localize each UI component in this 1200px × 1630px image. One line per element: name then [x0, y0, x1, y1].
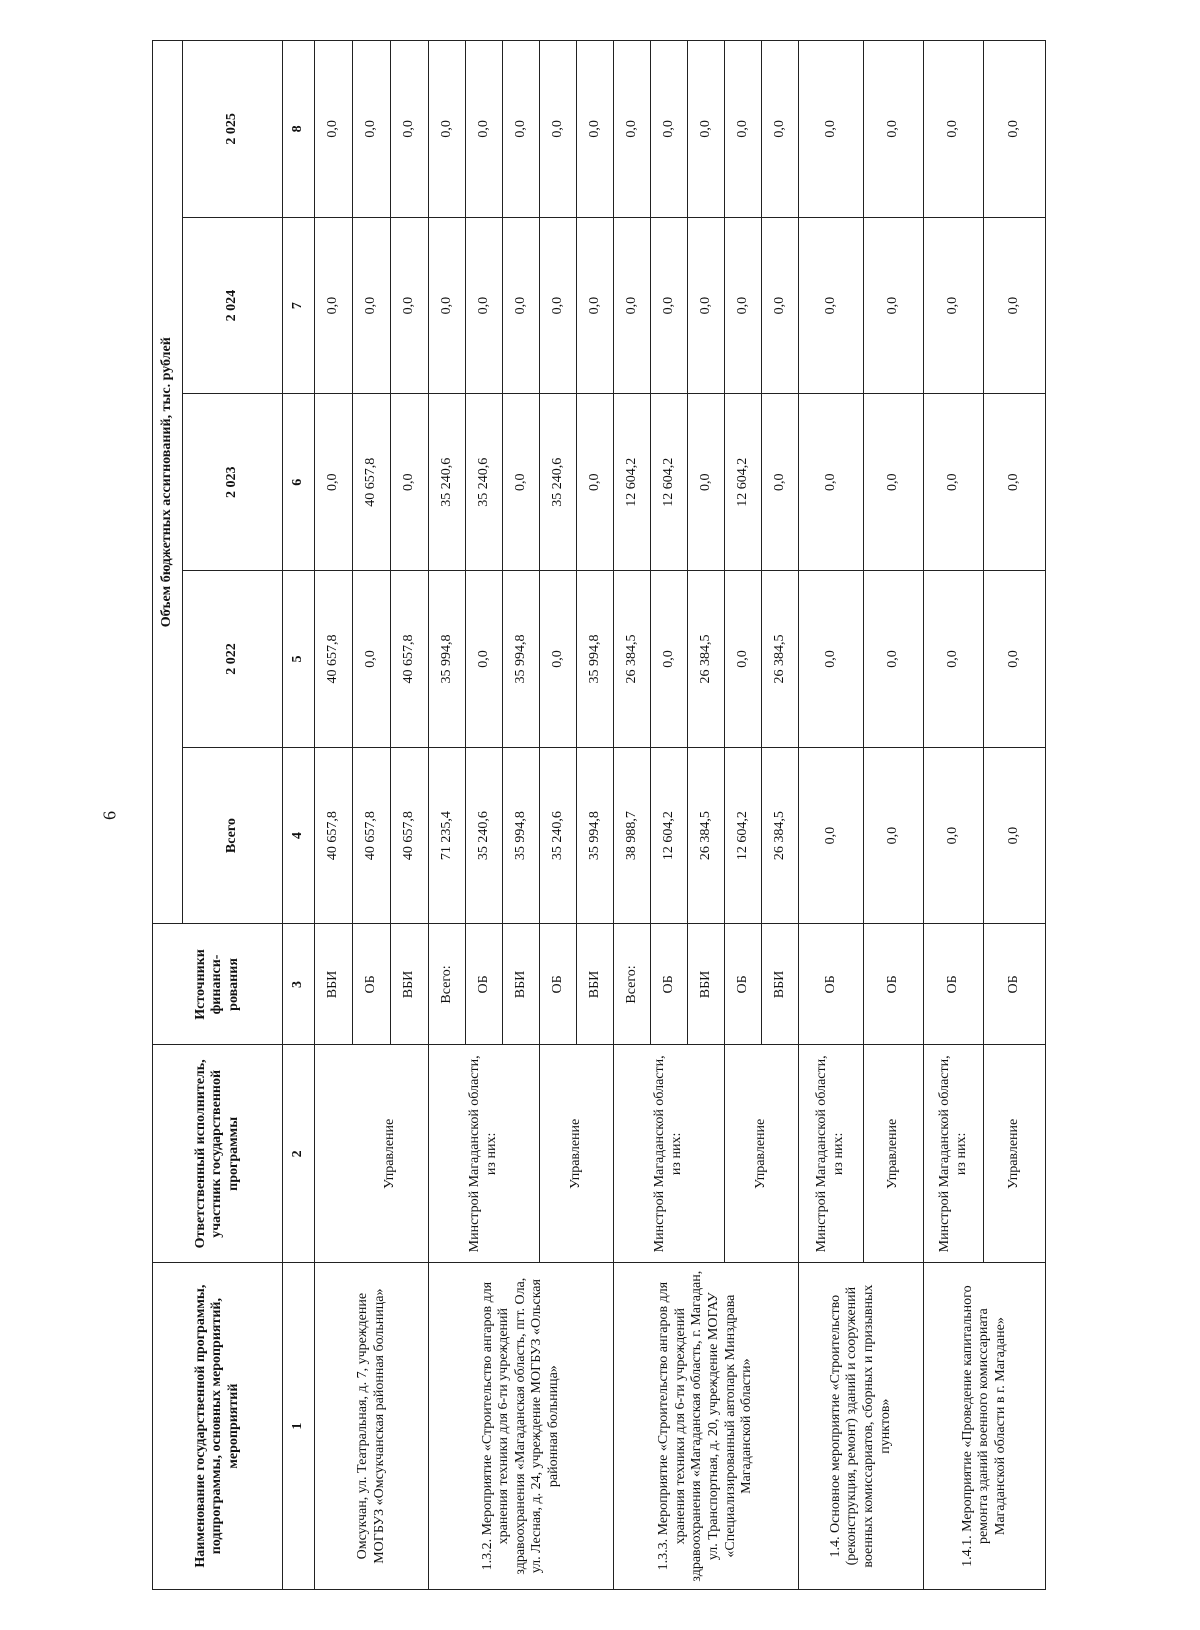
funding-source-cell: Всего: — [614, 924, 651, 1045]
executor-cell: Управление — [353, 1045, 429, 1263]
total-cell: 0,0 — [924, 747, 984, 924]
year-2023-cell: 35 240,6 — [429, 394, 466, 571]
funding-source-cell: ОБ — [725, 924, 762, 1045]
executor-cell: Минстрой Магаданской области, из них: — [924, 1045, 984, 1263]
year-2022-cell: 26 384,5 — [762, 571, 799, 748]
header-executor: Ответственный исполнитель, участник государственной программы — [153, 1045, 283, 1263]
year-2024-cell: 0,0 — [864, 217, 924, 394]
header-year-2022: 2 022 — [183, 571, 283, 748]
year-2024-cell: 0,0 — [725, 217, 762, 394]
year-2025-cell: 0,0 — [725, 41, 762, 218]
year-2024-cell: 0,0 — [577, 217, 614, 394]
total-cell: 35 240,6 — [466, 747, 503, 924]
year-2023-cell: 0,0 — [799, 394, 864, 571]
funding-source-cell: ОБ — [651, 924, 688, 1045]
year-2024-cell: 0,0 — [799, 217, 864, 394]
year-2023-cell: 0,0 — [503, 394, 540, 571]
year-2025-cell: 0,0 — [353, 41, 391, 218]
funding-source-cell: ОБ — [540, 924, 577, 1045]
year-2023-cell: 12 604,2 — [614, 394, 651, 571]
year-2024-cell: 0,0 — [391, 217, 429, 394]
funding-source-cell: ВБИ — [315, 924, 353, 1045]
year-2025-cell: 0,0 — [429, 41, 466, 218]
total-cell: 26 384,5 — [688, 747, 725, 924]
total-cell: 35 994,8 — [503, 747, 540, 924]
header-funding-source: Источники финанси-рования — [153, 924, 283, 1045]
column-number: 7 — [283, 217, 315, 394]
year-2023-cell: 12 604,2 — [725, 394, 762, 571]
executor-cell: Управление — [984, 1045, 1046, 1263]
total-cell: 0,0 — [799, 747, 864, 924]
total-cell: 12 604,2 — [651, 747, 688, 924]
page-number: 6 — [99, 811, 120, 820]
year-2025-cell: 0,0 — [762, 41, 799, 218]
year-2025-cell: 0,0 — [503, 41, 540, 218]
executor-cell: Управление — [540, 1045, 614, 1263]
funding-source-cell: ВБИ — [688, 924, 725, 1045]
total-cell: 12 604,2 — [725, 747, 762, 924]
year-2022-cell: 0,0 — [799, 571, 864, 748]
header-program-name: Наименование государственной программы, подпрограммы, основных мероприятий, мероприятий — [153, 1263, 283, 1590]
year-2024-cell: 0,0 — [315, 217, 353, 394]
header-total: Всего — [183, 747, 283, 924]
header-year-2025: 2 025 — [183, 41, 283, 218]
year-2022-cell: 0,0 — [725, 571, 762, 748]
year-2024-cell: 0,0 — [353, 217, 391, 394]
year-2024-cell: 0,0 — [651, 217, 688, 394]
total-cell: 38 988,7 — [614, 747, 651, 924]
column-number: 8 — [283, 41, 315, 218]
year-2025-cell: 0,0 — [315, 41, 353, 218]
year-2025-cell: 0,0 — [799, 41, 864, 218]
funding-source-cell: ВБИ — [391, 924, 429, 1045]
year-2024-cell: 0,0 — [984, 217, 1046, 394]
year-2024-cell: 0,0 — [614, 217, 651, 394]
year-2022-cell: 0,0 — [540, 571, 577, 748]
year-2023-cell: 0,0 — [762, 394, 799, 571]
year-2023-cell: 12 604,2 — [651, 394, 688, 571]
executor-cell: Минстрой Магаданской области, из них: — [799, 1045, 864, 1263]
year-2024-cell: 0,0 — [429, 217, 466, 394]
year-2024-cell: 0,0 — [466, 217, 503, 394]
year-2023-cell: 0,0 — [688, 394, 725, 571]
total-cell: 40 657,8 — [315, 747, 353, 924]
year-2025-cell: 0,0 — [688, 41, 725, 218]
executor-cell: Минстрой Магаданской области, из них: — [614, 1045, 725, 1263]
total-cell: 35 994,8 — [577, 747, 614, 924]
year-2022-cell: 35 994,8 — [577, 571, 614, 748]
funding-source-cell: ВБИ — [762, 924, 799, 1045]
year-2023-cell: 0,0 — [315, 394, 353, 571]
year-2022-cell: 0,0 — [651, 571, 688, 748]
executor-cell: Управление — [725, 1045, 799, 1263]
funding-source-cell: ОБ — [864, 924, 924, 1045]
year-2025-cell: 0,0 — [864, 41, 924, 218]
year-2023-cell: 0,0 — [391, 394, 429, 571]
program-name-cell: 1.4. Основное мероприятие «Строительство (реконструкция, ремонт) зданий и сооружений военных комиссариатов, сборных и призывных пунктов» — [799, 1263, 924, 1590]
year-2025-cell: 0,0 — [391, 41, 429, 218]
year-2025-cell: 0,0 — [466, 41, 503, 218]
year-2022-cell: 0,0 — [924, 571, 984, 748]
executor-cell: Минстрой Магаданской области, из них: — [429, 1045, 540, 1263]
year-2024-cell: 0,0 — [924, 217, 984, 394]
year-2024-cell: 0,0 — [688, 217, 725, 394]
executor-cell: Управление — [864, 1045, 924, 1263]
year-2023-cell: 40 657,8 — [353, 394, 391, 571]
year-2022-cell: 0,0 — [353, 571, 391, 748]
year-2025-cell: 0,0 — [540, 41, 577, 218]
column-number: 5 — [283, 571, 315, 748]
funding-source-cell: ОБ — [984, 924, 1046, 1045]
year-2024-cell: 0,0 — [540, 217, 577, 394]
year-2023-cell: 0,0 — [984, 394, 1046, 571]
year-2025-cell: 0,0 — [924, 41, 984, 218]
funding-source-cell: ОБ — [924, 924, 984, 1045]
year-2022-cell: 26 384,5 — [688, 571, 725, 748]
year-2023-cell: 0,0 — [864, 394, 924, 571]
year-2022-cell: 0,0 — [466, 571, 503, 748]
total-cell: 0,0 — [984, 747, 1046, 924]
column-number: 2 — [283, 1045, 315, 1263]
budget-table — [152, 40, 1046, 1590]
year-2022-cell: 40 657,8 — [315, 571, 353, 748]
column-number: 3 — [283, 924, 315, 1045]
year-2023-cell: 35 240,6 — [466, 394, 503, 571]
year-2023-cell: 0,0 — [577, 394, 614, 571]
year-2024-cell: 0,0 — [762, 217, 799, 394]
funding-source-cell: ОБ — [353, 924, 391, 1045]
year-2022-cell: 35 994,8 — [503, 571, 540, 748]
program-name-cell: 1.4.1. Мероприятие «Проведение капитального ремонта зданий военного комиссариата Магаданской области в г. Магадане» — [924, 1263, 1046, 1590]
total-cell: 40 657,8 — [353, 747, 391, 924]
funding-source-cell: ВБИ — [577, 924, 614, 1045]
program-name-cell: Омсукчан, ул. Театральная, д. 7, учреждение МОГБУЗ «Омсукчанская районная больница» — [315, 1263, 429, 1590]
year-2022-cell: 0,0 — [984, 571, 1046, 748]
total-cell: 40 657,8 — [391, 747, 429, 924]
header-year-2024: 2 024 — [183, 217, 283, 394]
rotated-budget-table-sheet — [152, 40, 1040, 1590]
column-number: 1 — [283, 1263, 315, 1590]
funding-source-cell: ОБ — [466, 924, 503, 1045]
total-cell: 26 384,5 — [762, 747, 799, 924]
year-2025-cell: 0,0 — [577, 41, 614, 218]
total-cell: 71 235,4 — [429, 747, 466, 924]
year-2022-cell: 35 994,8 — [429, 571, 466, 748]
total-cell: 0,0 — [864, 747, 924, 924]
year-2025-cell: 0,0 — [614, 41, 651, 218]
funding-source-cell: ОБ — [799, 924, 864, 1045]
year-2022-cell: 26 384,5 — [614, 571, 651, 748]
column-number: 6 — [283, 394, 315, 571]
header-budget-volume: Объем бюджетных ассигнований, тыс. рублей — [153, 41, 183, 924]
header-year-2023: 2 023 — [183, 394, 283, 571]
year-2025-cell: 0,0 — [984, 41, 1046, 218]
year-2024-cell: 0,0 — [503, 217, 540, 394]
funding-source-cell: ВБИ — [503, 924, 540, 1045]
year-2025-cell: 0,0 — [651, 41, 688, 218]
year-2023-cell: 0,0 — [924, 394, 984, 571]
year-2023-cell: 35 240,6 — [540, 394, 577, 571]
program-name-cell: 1.3.3. Мероприятие «Строительство ангаров для хранения техники для 6-ти учреждений здравоохранения «Магаданская область, г. Магадан, ул. Транспортная, д. 20, учреждение МОГАУ «Специализированный автопарк Минздрава Магаданской области» — [614, 1263, 799, 1590]
year-2022-cell: 40 657,8 — [391, 571, 429, 748]
total-cell: 35 240,6 — [540, 747, 577, 924]
program-name-cell: 1.3.2. Мероприятие «Строительство ангаров для хранения техники для 6-ти учреждений здравоохранения «Магаданская область, пгт. Ола, ул. Лесная, д. 24, учреждение МОГБУЗ «Ольская районная больница» — [429, 1263, 614, 1590]
funding-source-cell: Всего: — [429, 924, 466, 1045]
column-number: 4 — [283, 747, 315, 924]
year-2022-cell: 0,0 — [864, 571, 924, 748]
executor-cell — [315, 1045, 353, 1263]
